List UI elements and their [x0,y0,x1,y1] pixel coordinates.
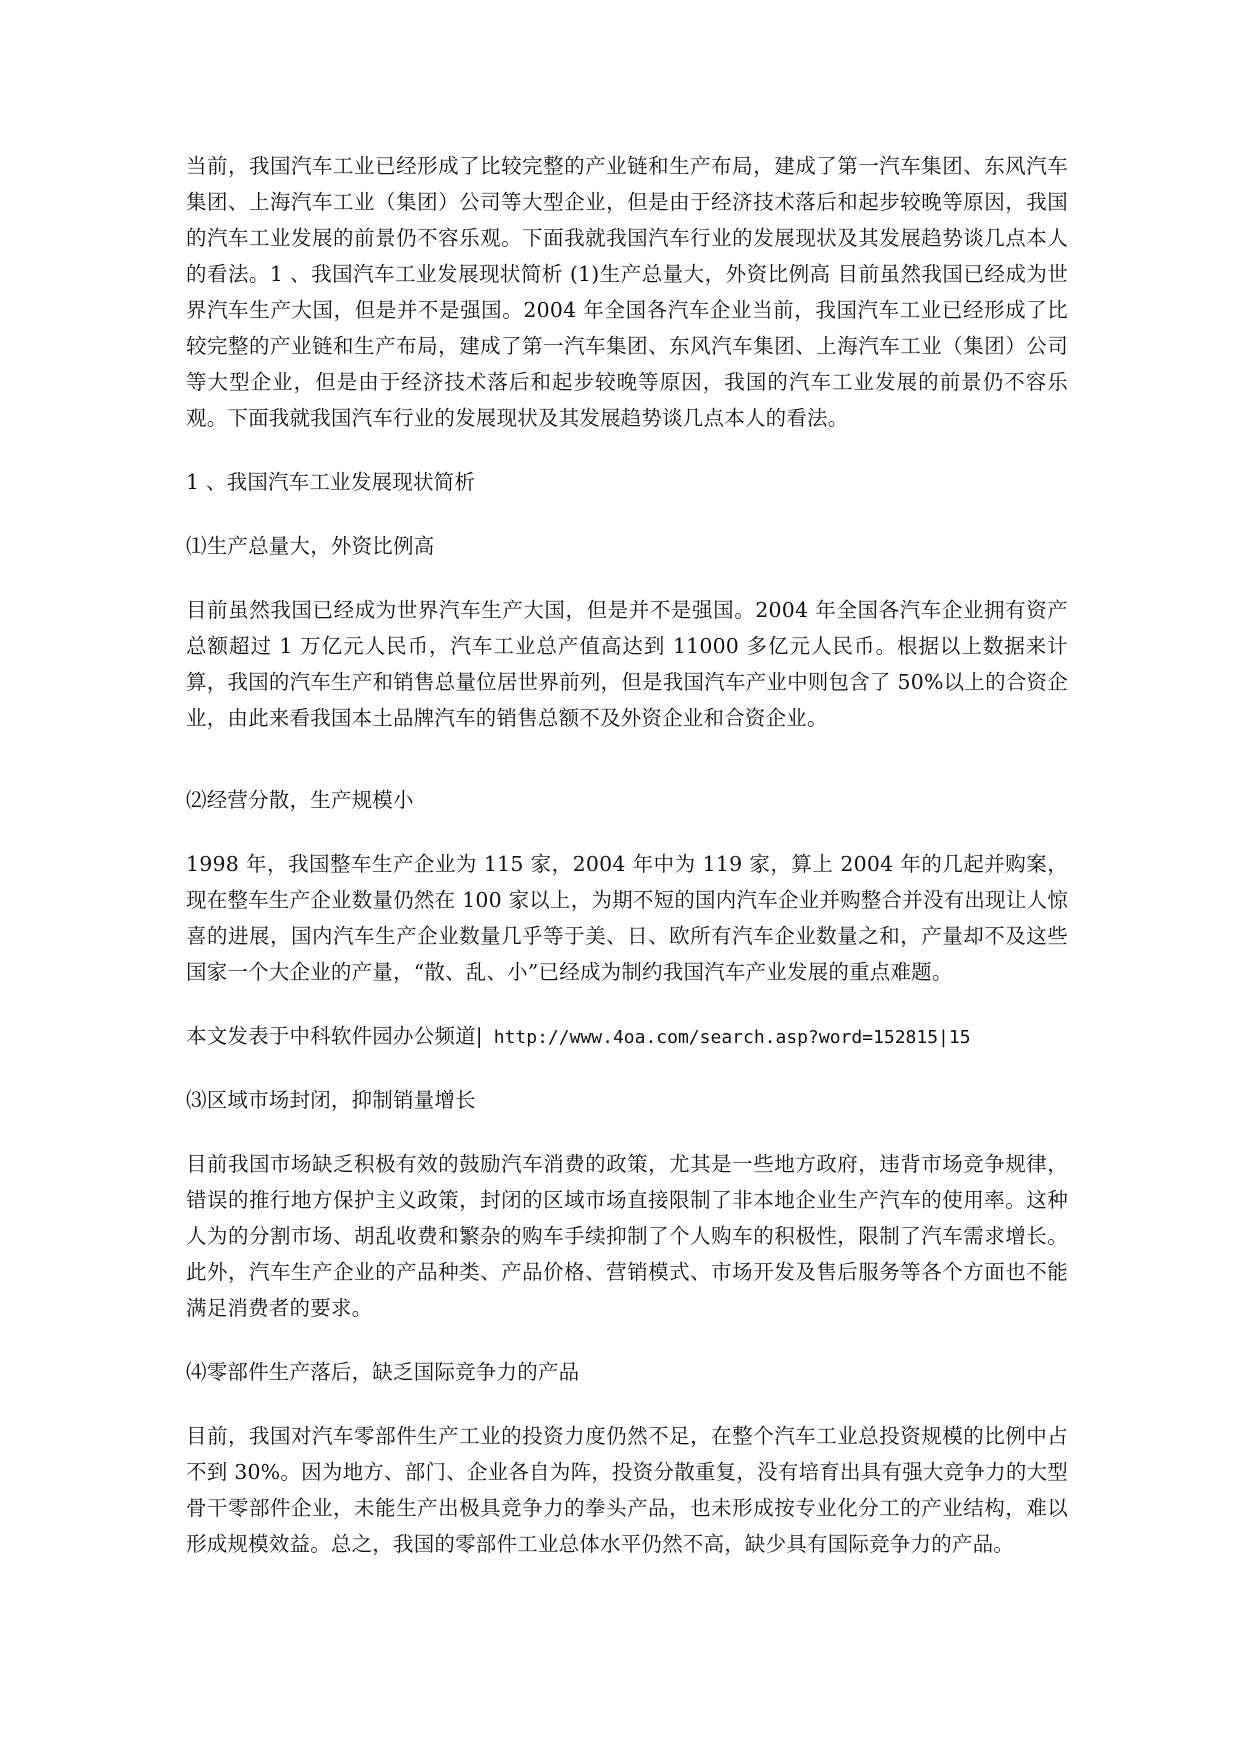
source-prefix: 本文发表于中科软件园办公频道| [186,1024,483,1048]
subsection-body-1: 目前虽然我国已经成为世界汽车生产大国，但是并不是强国。2004 年全国各汽车企业拥有资产总额超过 1 万亿元人民币，汽车工业总产值高达到 11000 多亿元人民币。根据以上数据来计算，我国的汽车生产和销售总量位居世界前列，但是我国汽车产业中则包含了 50%以上的合资企业，由此来看我国本土品牌汽车的销售总额不及外资企业和合资企业。 [186,598,1068,730]
intro-paragraph: 当前，我国汽车工业已经形成了比较完整的产业链和生产布局，建成了第一汽车集团、东风汽车集团、上海汽车工业（集团）公司等大型企业，但是由于经济技术落后和起步较晚等原因，我国的汽车工业发展的前景仍不容乐观。下面我就我国汽车行业的发展现状及其发展趋势谈几点本人的看法。1 、我国汽车工业发展现状简析 (1)生产总量大，外资比例高 目前虽然我国已经成为世界汽车生产大国，但是并不是强国。2004 年全国各汽车企业当前，我国汽车工业已经形成了比较完整的产业链和生产布局，建成了第一汽车集团、东风汽车集团、上海汽车工业（集团）公司等大型企业，但是由于经济技术落后和起步较晚等原因，我国的汽车工业发展的前景仍不容乐观。下面我就我国汽车行业的发展现状及其发展趋势谈几点本人的看法。 [186,154,1068,430]
subsection-heading-2: ⑵经营分散，生产规模小 [186,788,414,812]
subsection-body-3: 目前我国市场缺乏积极有效的鼓励汽车消费的政策，尤其是一些地方政府，违背市场竞争规律，错误的推行地方保护主义政策，封闭的区域市场直接限制了非本地企业生产汽车的使用率。这种人为的分割市场、胡乱收费和繁杂的购车手续抑制了个人购车的积极性，限制了汽车需求增长。此外，汽车生产企业的产品种类、产品价格、营销模式、市场开发及售后服务等各个方面也不能满足消费者的要求。 [186,1152,1068,1320]
subsection-heading-1: ⑴生产总量大，外资比例高 [186,534,435,558]
section-title: 1 、我国汽车工业发展现状简析 [186,470,476,494]
subsection-body-2: 1998 年，我国整车生产企业为 115 家，2004 年中为 119 家，算上 2004 年的几起并购案，现在整车生产企业数量仍然在 100 家以上，为期不短的国内汽车企业并购整合并没有出现让人惊喜的进展，国内汽车生产企业数量几乎等于美、日、欧所有汽车企业数量之和，产量却不及这些国家一个大企业的产量，“散、乱、小”已经成为制约我国汽车产业发展的重点难题。 [186,852,1068,984]
source-note [186,1018,1068,1056]
subsection-body-4: 目前，我国对汽车零部件生产工业的投资力度仍然不足，在整个汽车工业总投资规模的比例中占不到 30%。因为地方、部门、企业各自为阵，投资分散重复，没有培育出具有强大竞争力的大型骨干零部件企业，未能生产出极具竞争力的拳头产品，也未形成按专业化分工的产业结构，难以形成规模效益。总之，我国的零部件工业总体水平仍然不高，缺少具有国际竞争力的产品。 [186,1424,1068,1556]
source-url: http://www.4oa.com/search.asp?word=152815|15 [482,1027,971,1048]
document-page [186,148,1068,1590]
subsection-heading-3: ⑶区域市场封闭，抑制销量增长 [186,1088,476,1112]
subsection-heading-4: ⑷零部件生产落后，缺乏国际竞争力的产品 [186,1360,580,1384]
